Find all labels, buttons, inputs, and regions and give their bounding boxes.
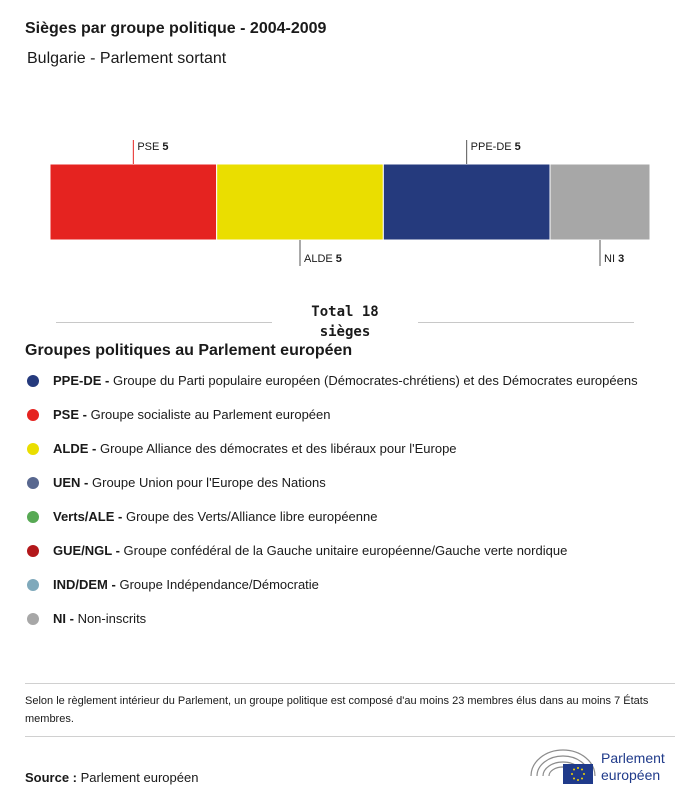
european-parliament-logo xyxy=(528,744,678,788)
legend-abbr: PSE - xyxy=(53,407,91,422)
total-left-rule xyxy=(56,322,272,323)
legend-abbr: NI - xyxy=(53,611,78,626)
legend-item xyxy=(25,576,665,594)
logo-line-1: Parlement xyxy=(601,750,665,766)
legend-item xyxy=(25,610,665,628)
legend-item xyxy=(25,508,665,526)
total-right-rule xyxy=(418,322,634,323)
legend-dot-icon xyxy=(27,511,39,523)
legend-description: Groupe des Verts/Alliance libre européenne xyxy=(125,509,378,524)
total-label xyxy=(285,302,405,342)
legend-abbr: Verts/ALE - xyxy=(53,509,126,524)
legend-dot-icon xyxy=(27,375,39,387)
legend xyxy=(25,372,665,644)
bar-segment-pse xyxy=(50,164,217,240)
legend-description: Groupe socialiste au Parlement européen xyxy=(90,407,331,422)
chart-title: Sièges par groupe politique - 2004-2009 xyxy=(25,20,327,37)
logo-line-2: européen xyxy=(601,767,661,783)
legend-item xyxy=(25,406,665,424)
legend-description: Groupe Union pour l'Europe des Nations xyxy=(92,475,326,490)
divider-bottom xyxy=(25,736,675,737)
legend-dot-icon xyxy=(27,409,39,421)
legend-item xyxy=(25,372,665,390)
total-seats xyxy=(56,302,634,342)
source-label: Source : xyxy=(25,770,78,785)
legend-description: Non-inscrits xyxy=(77,611,147,626)
legend-dot-icon xyxy=(27,443,39,455)
legend-item xyxy=(25,542,665,560)
legend-abbr: ALDE - xyxy=(53,441,100,456)
legend-abbr: PPE-DE - xyxy=(53,373,113,388)
legend-item xyxy=(25,474,665,492)
legend-abbr: GUE/NGL - xyxy=(53,543,124,558)
data-label-ppe-de: PPE-DE 5 xyxy=(470,141,521,153)
legend-dot-icon xyxy=(27,545,39,557)
chart-subtitle: Bulgarie - Parlement sortant xyxy=(27,50,227,67)
legend-abbr: UEN - xyxy=(53,475,92,490)
legend-dot-icon xyxy=(27,579,39,591)
total-line-1: Total 18 xyxy=(311,304,379,320)
data-label-ni: NI 3 xyxy=(604,253,625,265)
source xyxy=(25,770,198,785)
legend-title: Groupes politiques au Parlement européen xyxy=(25,342,353,359)
legend-description: Groupe Indépendance/Démocratie xyxy=(119,577,319,592)
logo-text xyxy=(601,750,665,784)
source-value: Parlement européen xyxy=(80,770,199,785)
legend-dot-icon xyxy=(27,477,39,489)
divider-top xyxy=(25,683,675,684)
legend-dot-icon xyxy=(27,613,39,625)
data-label-pse: PSE 5 xyxy=(137,141,169,153)
total-line-2: sièges xyxy=(319,324,371,340)
bar-segment-ni xyxy=(550,164,650,240)
seat-bar-chart xyxy=(0,130,700,270)
data-label-alde: ALDE 5 xyxy=(304,253,342,265)
parliament-hemicycle-icon xyxy=(528,744,598,788)
bar-segment-ppe-de xyxy=(383,164,550,240)
footnote: Selon le règlement intérieur du Parlement, un groupe politique est composé d'au moins 23 membres élus dans au moins 7 États membres. xyxy=(25,695,649,725)
legend-abbr: IND/DEM - xyxy=(53,577,120,592)
legend-description: Groupe Alliance des démocrates et des libéraux pour l'Europe xyxy=(99,441,457,456)
legend-item xyxy=(25,440,665,458)
bar-segment-alde xyxy=(217,164,384,240)
legend-description: Groupe du Parti populaire européen (Démocrates-chrétiens) et des Démocrates européens xyxy=(112,373,638,388)
legend-description: Groupe confédéral de la Gauche unitaire européenne/Gauche verte nordique xyxy=(123,543,568,558)
